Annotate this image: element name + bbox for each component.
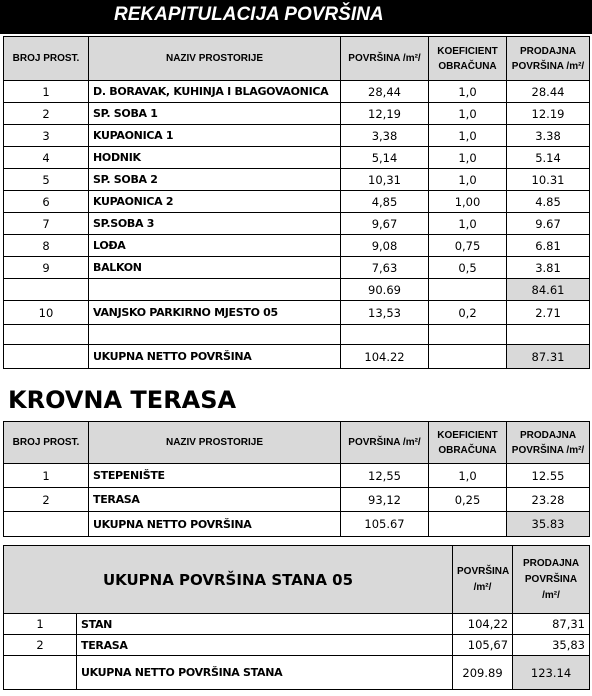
room-name: TERASA <box>89 488 341 512</box>
room-rows <box>4 81 590 279</box>
room-coefficient: 1,0 <box>429 103 507 125</box>
roof-header-coefficient-line1: KOEFICIENT <box>437 429 498 441</box>
total-coef-cell <box>429 345 507 369</box>
room-number: 3 <box>4 125 89 147</box>
room-number: 5 <box>4 169 89 191</box>
room-area: 4,85 <box>341 191 429 213</box>
table-row <box>4 103 590 125</box>
roof-total-sale-area: 35.83 <box>507 512 590 537</box>
room-area: 7,63 <box>341 257 429 279</box>
room-name: STEPENIŠTE <box>89 464 341 488</box>
room-number: 2 <box>4 103 89 125</box>
apartment-total-area: 209.89 <box>453 656 513 690</box>
roof-total-number-cell <box>4 512 89 537</box>
roof-terrace-title: KROVNA TERASA <box>8 386 237 414</box>
item-sale-area: 35,83 <box>513 635 590 656</box>
roof-header-area: POVRŠINA /m²/ <box>341 422 429 464</box>
parking-name: VANJSKO PARKIRNO MJESTO 05 <box>89 301 341 325</box>
page-title: REKAPITULACIJA POVRŠINA <box>114 4 384 25</box>
room-sale-area: 10.31 <box>507 169 590 191</box>
room-name: BALKON <box>89 257 341 279</box>
header-sale-area-line2: POVRŠINA /m²/ <box>511 60 585 72</box>
header-coefficient-line1: KOEFICIENT <box>437 45 498 57</box>
table-row <box>4 488 590 512</box>
item-name: TERASA <box>77 635 453 656</box>
apartment-header-area-line1: POVRŠINA <box>457 565 510 577</box>
header-area: POVRŠINA /m²/ <box>341 37 429 81</box>
roof-header-sale-area-line2: POVRŠINA /m²/ <box>511 444 585 456</box>
title-band <box>0 0 592 34</box>
header-coefficient <box>429 37 507 81</box>
table-row <box>4 191 590 213</box>
room-name: SP. SOBA 2 <box>89 169 341 191</box>
item-area: 104,22 <box>453 614 513 635</box>
roof-room-rows <box>4 464 590 512</box>
roof-terrace-table <box>3 421 590 537</box>
apartment-rows <box>4 614 590 656</box>
table-row <box>4 81 590 103</box>
room-name: KUPAONICA 1 <box>89 125 341 147</box>
subtotal-area: 90.69 <box>341 279 429 301</box>
room-sale-area: 3.38 <box>507 125 590 147</box>
subtotal-sale-area: 84.61 <box>507 279 590 301</box>
room-coefficient: 1,0 <box>429 464 507 488</box>
room-number: 7 <box>4 213 89 235</box>
apartment-header-sale-area-line1: PRODAJNA <box>522 557 580 569</box>
room-name: SP. SOBA 1 <box>89 103 341 125</box>
total-row <box>4 345 590 369</box>
header-room-number: BROJ PROST. <box>4 37 89 81</box>
room-number: 2 <box>4 488 89 512</box>
apartment-total-header <box>4 546 590 614</box>
apartment-total-number-cell <box>4 656 77 690</box>
room-number: 8 <box>4 235 89 257</box>
room-sale-area: 12.55 <box>507 464 590 488</box>
apartment-total-title: UKUPNA POVRŠINA STANA 05 <box>4 546 453 614</box>
total-number-cell <box>4 345 89 369</box>
table-row <box>4 235 590 257</box>
item-number: 2 <box>4 635 77 656</box>
table-row <box>4 614 590 635</box>
roof-total-row <box>4 512 590 537</box>
parking-sale-area: 2.71 <box>507 301 590 325</box>
roof-header-room-number: BROJ PROST. <box>4 422 89 464</box>
roof-header-sale-area-line1: PRODAJNA <box>519 429 577 441</box>
parking-row <box>4 301 590 325</box>
spacer-row <box>4 325 590 345</box>
room-area: 3,38 <box>341 125 429 147</box>
room-coefficient: 0,25 <box>429 488 507 512</box>
table-row <box>4 635 590 656</box>
item-number: 1 <box>4 614 77 635</box>
apartment-total-label: UKUPNA NETTO POVRŠINA STANA <box>77 656 453 690</box>
room-area: 5,14 <box>341 147 429 169</box>
table-row <box>4 464 590 488</box>
roof-total-label: UKUPNA NETTO POVRŠINA <box>89 512 341 537</box>
apartment-header-area-line2: /m²/ <box>473 581 492 593</box>
room-name: LOĐA <box>89 235 341 257</box>
roof-header-coefficient-line2: OBRAČUNA <box>438 444 497 456</box>
apartment-header-area <box>453 546 513 614</box>
room-number: 9 <box>4 257 89 279</box>
room-sale-area: 9.67 <box>507 213 590 235</box>
room-area: 12,19 <box>341 103 429 125</box>
room-sale-area: 4.85 <box>507 191 590 213</box>
table-row <box>4 147 590 169</box>
room-sale-area: 23.28 <box>507 488 590 512</box>
total-area: 104.22 <box>341 345 429 369</box>
room-area: 28,44 <box>341 81 429 103</box>
header-sale-area-line1: PRODAJNA <box>519 45 577 57</box>
item-sale-area: 87,31 <box>513 614 590 635</box>
subtotal-name-cell <box>89 279 341 301</box>
room-name: KUPAONICA 2 <box>89 191 341 213</box>
room-area: 9,67 <box>341 213 429 235</box>
room-coefficient: 1,0 <box>429 81 507 103</box>
room-area: 9,08 <box>341 235 429 257</box>
subtotal-number-cell <box>4 279 89 301</box>
table-header <box>4 37 590 81</box>
room-number: 6 <box>4 191 89 213</box>
table-row <box>4 213 590 235</box>
header-room-name: NAZIV PROSTORIJE <box>89 37 341 81</box>
total-label: UKUPNA NETTO POVRŠINA <box>89 345 341 369</box>
room-sale-area: 28.44 <box>507 81 590 103</box>
room-number: 4 <box>4 147 89 169</box>
roof-total-area: 105.67 <box>341 512 429 537</box>
table-row <box>4 169 590 191</box>
apartment-total-sale-area: 123.14 <box>513 656 590 690</box>
room-name: SP.SOBA 3 <box>89 213 341 235</box>
room-area: 10,31 <box>341 169 429 191</box>
roof-header-coefficient <box>429 422 507 464</box>
room-sale-area: 6.81 <box>507 235 590 257</box>
header-coefficient-line2: OBRAČUNA <box>438 60 497 72</box>
room-area: 12,55 <box>341 464 429 488</box>
subtotal-coef-cell <box>429 279 507 301</box>
parking-coef: 0,2 <box>429 301 507 325</box>
room-coefficient: 1,0 <box>429 125 507 147</box>
item-area: 105,67 <box>453 635 513 656</box>
room-sale-area: 3.81 <box>507 257 590 279</box>
room-coefficient: 0,75 <box>429 235 507 257</box>
roof-header-sale-area <box>507 422 590 464</box>
roof-table-header <box>4 422 590 464</box>
room-number: 1 <box>4 464 89 488</box>
roof-header-room-name: NAZIV PROSTORIJE <box>89 422 341 464</box>
total-sale-area: 87.31 <box>507 345 590 369</box>
room-number: 1 <box>4 81 89 103</box>
room-area: 93,12 <box>341 488 429 512</box>
parking-area: 13,53 <box>341 301 429 325</box>
apartment-header-sale-area <box>513 546 590 614</box>
room-sale-area: 12.19 <box>507 103 590 125</box>
item-name: STAN <box>77 614 453 635</box>
room-coefficient: 1,0 <box>429 147 507 169</box>
room-coefficient: 1,0 <box>429 169 507 191</box>
area-summary-table <box>3 36 590 369</box>
header-sale-area <box>507 37 590 81</box>
apartment-total-table <box>3 545 590 690</box>
subtotal-row <box>4 279 590 301</box>
room-sale-area: 5.14 <box>507 147 590 169</box>
roof-total-coef-cell <box>429 512 507 537</box>
room-name: D. BORAVAK, KUHINJA I BLAGOVAONICA <box>89 81 341 103</box>
table-row <box>4 125 590 147</box>
room-coefficient: 1,00 <box>429 191 507 213</box>
parking-number: 10 <box>4 301 89 325</box>
room-name: HODNIK <box>89 147 341 169</box>
room-coefficient: 1,0 <box>429 213 507 235</box>
table-row <box>4 257 590 279</box>
apartment-total-row <box>4 656 590 690</box>
room-coefficient: 0,5 <box>429 257 507 279</box>
apartment-header-sale-area-line2: POVRŠINA /m²/ <box>524 573 578 601</box>
